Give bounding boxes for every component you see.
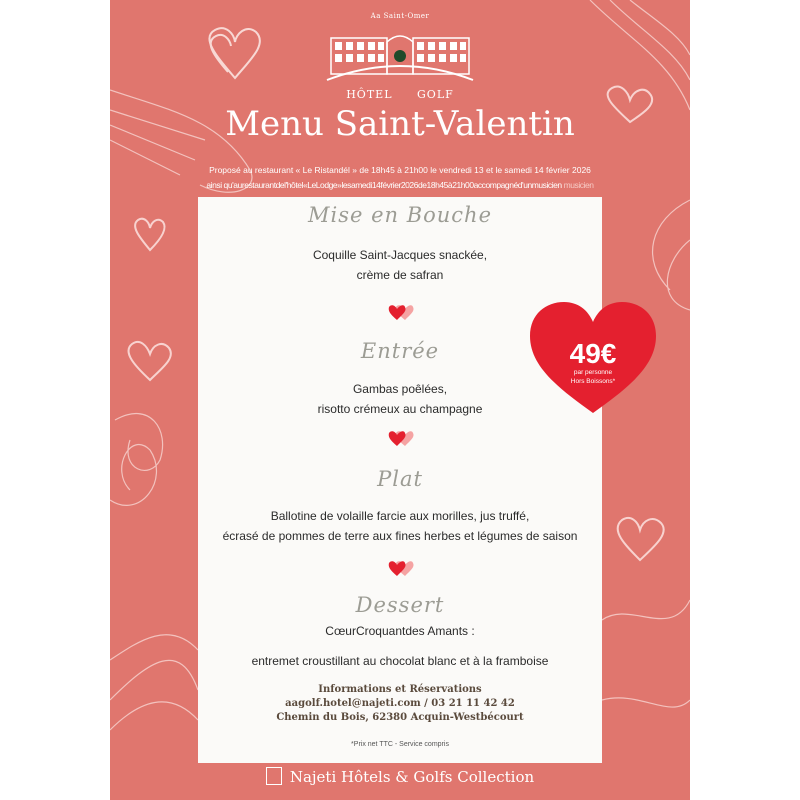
logo-bottom-text bbox=[315, 88, 485, 101]
logo-hotel-text: HÔTEL bbox=[346, 88, 393, 101]
hand-drawn-heart-icon bbox=[618, 518, 664, 560]
price-badge bbox=[528, 340, 658, 386]
price-amount: 49€ bbox=[569, 338, 617, 369]
info-address: Chemin du Bois, 62380 Acquin-Westbécourt bbox=[276, 712, 524, 723]
dish-line: Coquille Saint-Jacques snackée, bbox=[312, 248, 488, 262]
dish-line: Gambas poêlées, bbox=[352, 382, 448, 396]
footer-text: Najeti Hôtels & Golfs Collection bbox=[289, 768, 535, 786]
price-drinks-note: Hors Boissons* bbox=[570, 378, 616, 385]
dish-line: crème de safran bbox=[356, 268, 444, 282]
brand-logo-icon bbox=[266, 767, 282, 785]
dish-line: risotto crémeux au champagne bbox=[317, 402, 483, 416]
hand-drawn-heart-icon bbox=[135, 219, 164, 250]
double-heart-icon bbox=[388, 557, 414, 577]
dish-line: Ballotine de volaille farcie aux morilles, jus truffé, bbox=[270, 509, 530, 523]
section-title-entree: Entrée bbox=[360, 339, 440, 363]
dish-line: écrasé de pommes de terre aux fines herbes et légumes de saison bbox=[222, 529, 578, 543]
info-contact[interactable]: aagolf.hotel@najeti.com / 03 21 11 42 42 bbox=[285, 698, 515, 709]
intro-line-2-tail: musicien bbox=[563, 180, 594, 190]
dish-dessert-description: entremet croustillant au chocolat blanc et à la framboise bbox=[251, 654, 549, 668]
menu-poster bbox=[110, 0, 690, 800]
menu-title: Menu Saint-Valentin bbox=[225, 104, 575, 144]
logo-golf-text: GOLF bbox=[417, 88, 454, 101]
price-per-person: par personne bbox=[573, 369, 613, 376]
info-block bbox=[198, 683, 602, 725]
intro-line-2-main: ainsi qu'aurestaurantdel'hôtel«LeLodge»lesamedi14février2026de18h45à21h00accompagnéd'unmusicien bbox=[206, 180, 562, 190]
footer-brand bbox=[110, 768, 690, 787]
info-heading: Informations et Réservations bbox=[318, 684, 482, 695]
logo-top-text: Aa Saint-Omer bbox=[370, 12, 430, 20]
double-heart-icon bbox=[388, 301, 414, 321]
intro-line-1: Proposé au restaurant « Le Ristandél » de 18h45 à 21h00 le vendredi 13 et le samedi 14 février 2026 bbox=[209, 165, 591, 175]
hand-drawn-heart-icon bbox=[209, 28, 260, 78]
intro-line-2 bbox=[165, 178, 635, 193]
dish-dessert-name: CœurCroquantdes Amants : bbox=[325, 624, 475, 638]
section-title-dessert: Dessert bbox=[355, 593, 445, 617]
dish-plat bbox=[198, 506, 602, 546]
double-heart-icon bbox=[388, 427, 414, 447]
section-title-plat: Plat bbox=[377, 467, 423, 491]
intro-text bbox=[165, 163, 635, 193]
menu-card bbox=[198, 197, 602, 763]
price-note: *Prix net TTC - Service compris bbox=[351, 741, 449, 748]
hand-drawn-heart-icon bbox=[128, 342, 170, 380]
section-title-mise-en-bouche: Mise en Bouche bbox=[307, 203, 493, 227]
hotel-logo bbox=[315, 12, 485, 102]
dish-mise-en-bouche bbox=[198, 245, 602, 285]
